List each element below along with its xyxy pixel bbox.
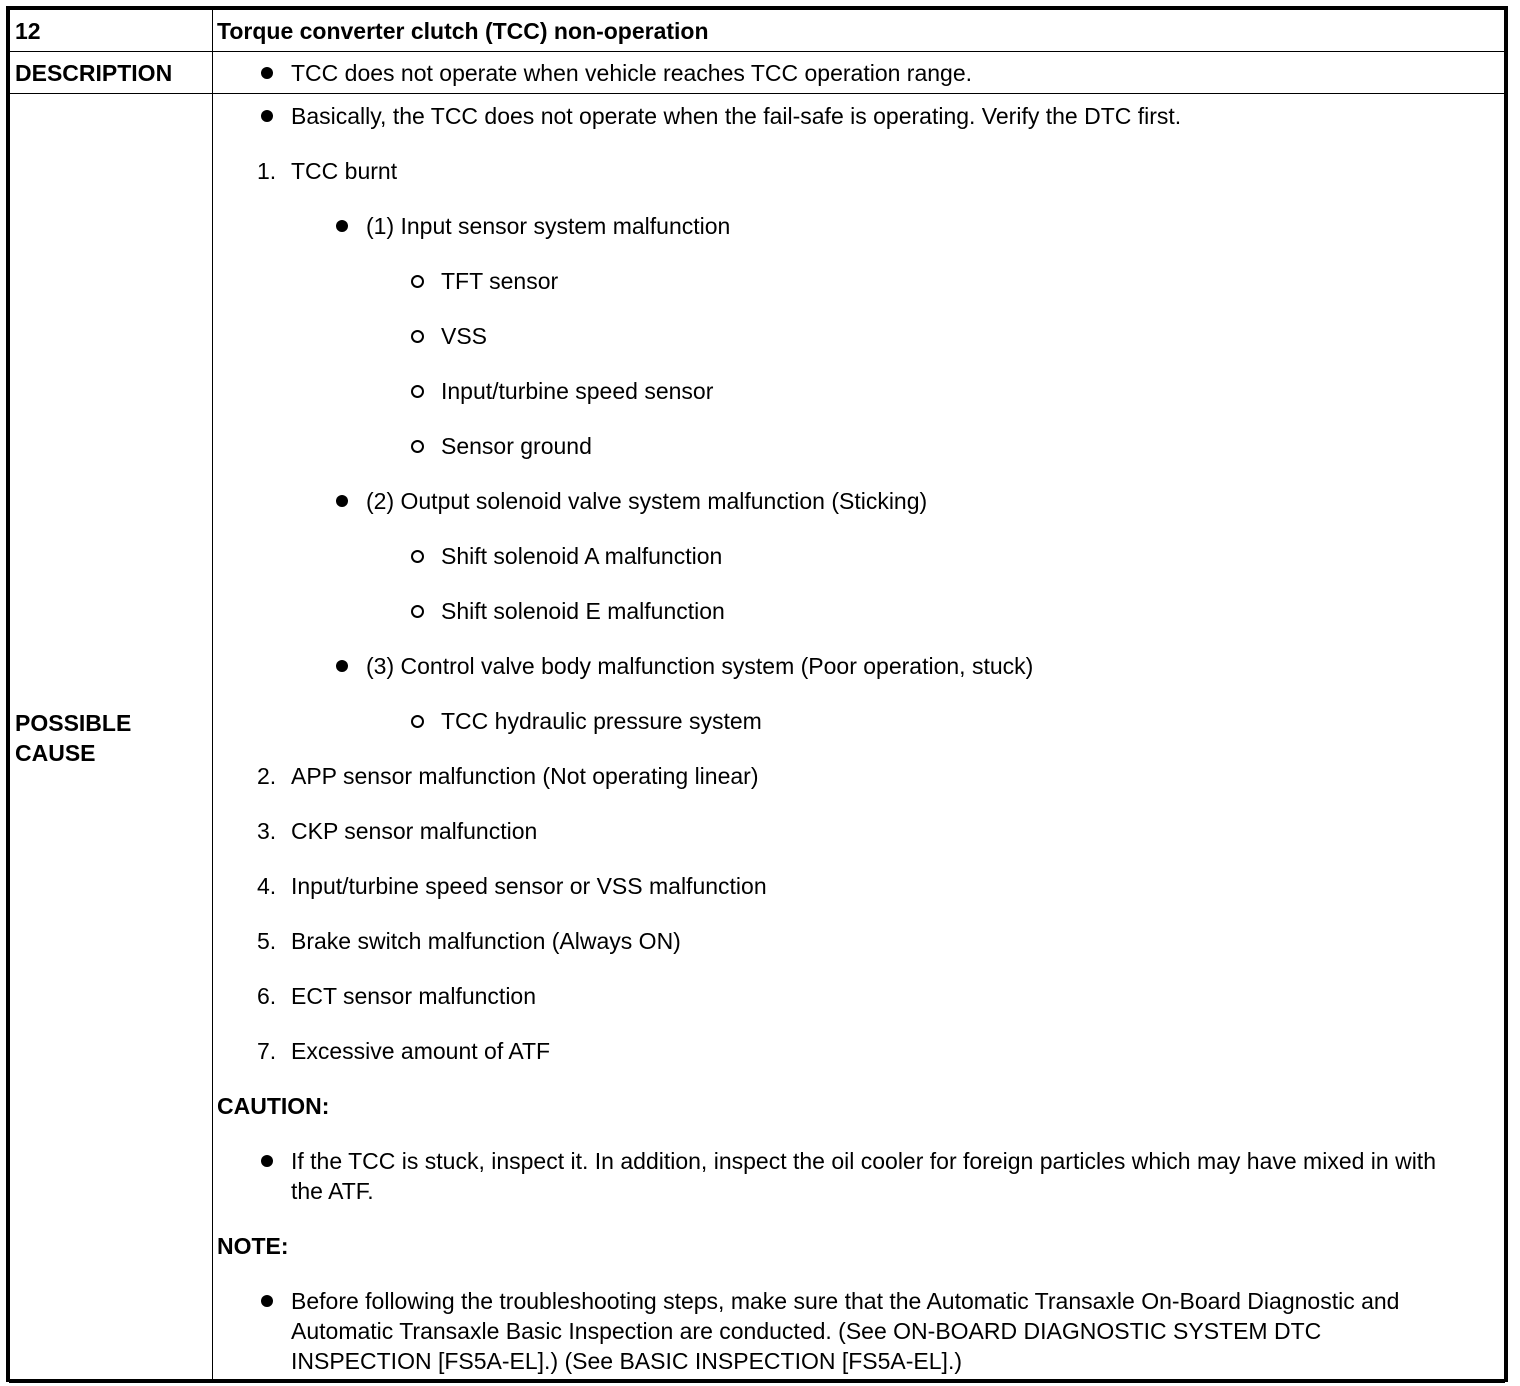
cause-number: 5. <box>257 928 277 954</box>
intro-text: Basically, the TCC does not operate when the fail-safe is operating. Verify the DTC first. <box>291 103 1182 129</box>
sub-cause-3 <box>217 651 1464 681</box>
cause-number: 2. <box>257 763 277 789</box>
cause-item-1 <box>217 156 1464 186</box>
cause-item-6 <box>217 981 1464 1011</box>
cause-text: Input/turbine speed sensor or VSS malfunction <box>291 873 767 899</box>
cause-number: 7. <box>257 1038 277 1064</box>
symptom-title: Torque converter clutch (TCC) non-operation <box>213 10 1505 52</box>
sub-sub-cause <box>217 376 1464 406</box>
sub-sub-cause-text: Input/turbine speed sensor <box>441 378 714 404</box>
sub-sub-cause <box>217 596 1464 626</box>
hollow-bullet-icon <box>411 385 424 398</box>
bullet-icon <box>261 1295 273 1307</box>
sub-sub-cause-text: Shift solenoid E malfunction <box>441 598 725 624</box>
cause-item-7 <box>217 1036 1464 1066</box>
cause-text: CKP sensor malfunction <box>291 818 538 844</box>
cause-number: 6. <box>257 983 277 1009</box>
cause-text: ECT sensor malfunction <box>291 983 537 1009</box>
sub-sub-cause <box>217 706 1464 736</box>
possible-cause-label <box>10 94 213 1383</box>
description-text: TCC does not operate when vehicle reaches TCC operation range. <box>291 59 973 86</box>
description-cell <box>213 52 1505 94</box>
bullet-icon <box>261 110 273 122</box>
cause-item-4 <box>217 871 1464 901</box>
sub-cause-text: (3) Control valve body malfunction system (Poor operation, stuck) <box>366 653 1034 679</box>
hollow-bullet-icon <box>411 605 424 618</box>
possible-cause-label-line2: CAUSE <box>15 740 96 766</box>
hollow-bullet-icon <box>411 715 424 728</box>
sub-cause-2 <box>217 486 1464 516</box>
possible-cause-row <box>10 94 1505 1383</box>
symptom-number: 12 <box>10 10 213 52</box>
troubleshooting-table-grid <box>9 9 1505 1383</box>
sub-sub-cause-text: TFT sensor <box>441 268 559 294</box>
cause-item-5 <box>217 926 1464 956</box>
hollow-bullet-icon <box>411 440 424 453</box>
header-row <box>10 10 1505 52</box>
cause-number: 4. <box>257 873 277 899</box>
sub-sub-cause <box>217 431 1464 461</box>
description-item <box>217 58 1464 88</box>
sub-sub-cause <box>217 541 1464 571</box>
bullet-icon <box>336 495 348 507</box>
note-item <box>217 1286 1464 1376</box>
description-label: DESCRIPTION <box>10 52 213 94</box>
sub-sub-cause <box>217 321 1464 351</box>
sub-sub-cause-text: VSS <box>441 323 488 349</box>
note-heading: NOTE: <box>217 1233 289 1259</box>
sub-cause-text: (2) Output solenoid valve system malfunction (Sticking) <box>366 488 928 514</box>
hollow-bullet-icon <box>411 330 424 343</box>
cause-number: 1. <box>257 158 277 184</box>
troubleshooting-table <box>6 6 1508 1382</box>
possible-cause-label-line1: POSSIBLE <box>15 710 132 736</box>
bullet-icon <box>336 220 348 232</box>
note-text: Before following the troubleshooting steps, make sure that the Automatic Transaxle On-Board Diagnostic and Automatic Transaxle Basic Inspection are conducted. (See ON-BOARD DIAGNOSTIC SYSTEM DTC INSPECTION [FS5A-EL].) (See BASIC INSPECTION [FS5A-EL].) <box>291 1288 1400 1374</box>
intro-item <box>217 101 1464 131</box>
bullet-icon <box>261 67 273 79</box>
cause-text: Brake switch malfunction (Always ON) <box>291 928 681 954</box>
cause-text: Excessive amount of ATF <box>291 1038 551 1064</box>
possible-cause-cell <box>213 94 1505 1383</box>
cause-item-3 <box>217 816 1464 846</box>
cause-text: TCC burnt <box>291 158 398 184</box>
caution-item <box>217 1146 1464 1206</box>
sub-cause-1 <box>217 211 1464 241</box>
cause-item-2 <box>217 761 1464 791</box>
sub-sub-cause-text: Sensor ground <box>441 433 592 459</box>
description-row <box>10 52 1505 94</box>
sub-sub-cause-text: TCC hydraulic pressure system <box>441 708 762 734</box>
cause-text: APP sensor malfunction (Not operating linear) <box>291 763 759 789</box>
bullet-icon <box>261 1155 273 1167</box>
sub-cause-text: (1) Input sensor system malfunction <box>366 213 731 239</box>
caution-text: If the TCC is stuck, inspect it. In addition, inspect the oil cooler for foreign particles which may have mixed in with the ATF. <box>291 1148 1436 1204</box>
hollow-bullet-icon <box>411 275 424 288</box>
hollow-bullet-icon <box>411 550 424 563</box>
caution-heading: CAUTION: <box>217 1093 330 1119</box>
sub-sub-cause-text: Shift solenoid A malfunction <box>441 543 723 569</box>
bullet-icon <box>336 660 348 672</box>
cause-number: 3. <box>257 818 277 844</box>
sub-sub-cause <box>217 266 1464 296</box>
